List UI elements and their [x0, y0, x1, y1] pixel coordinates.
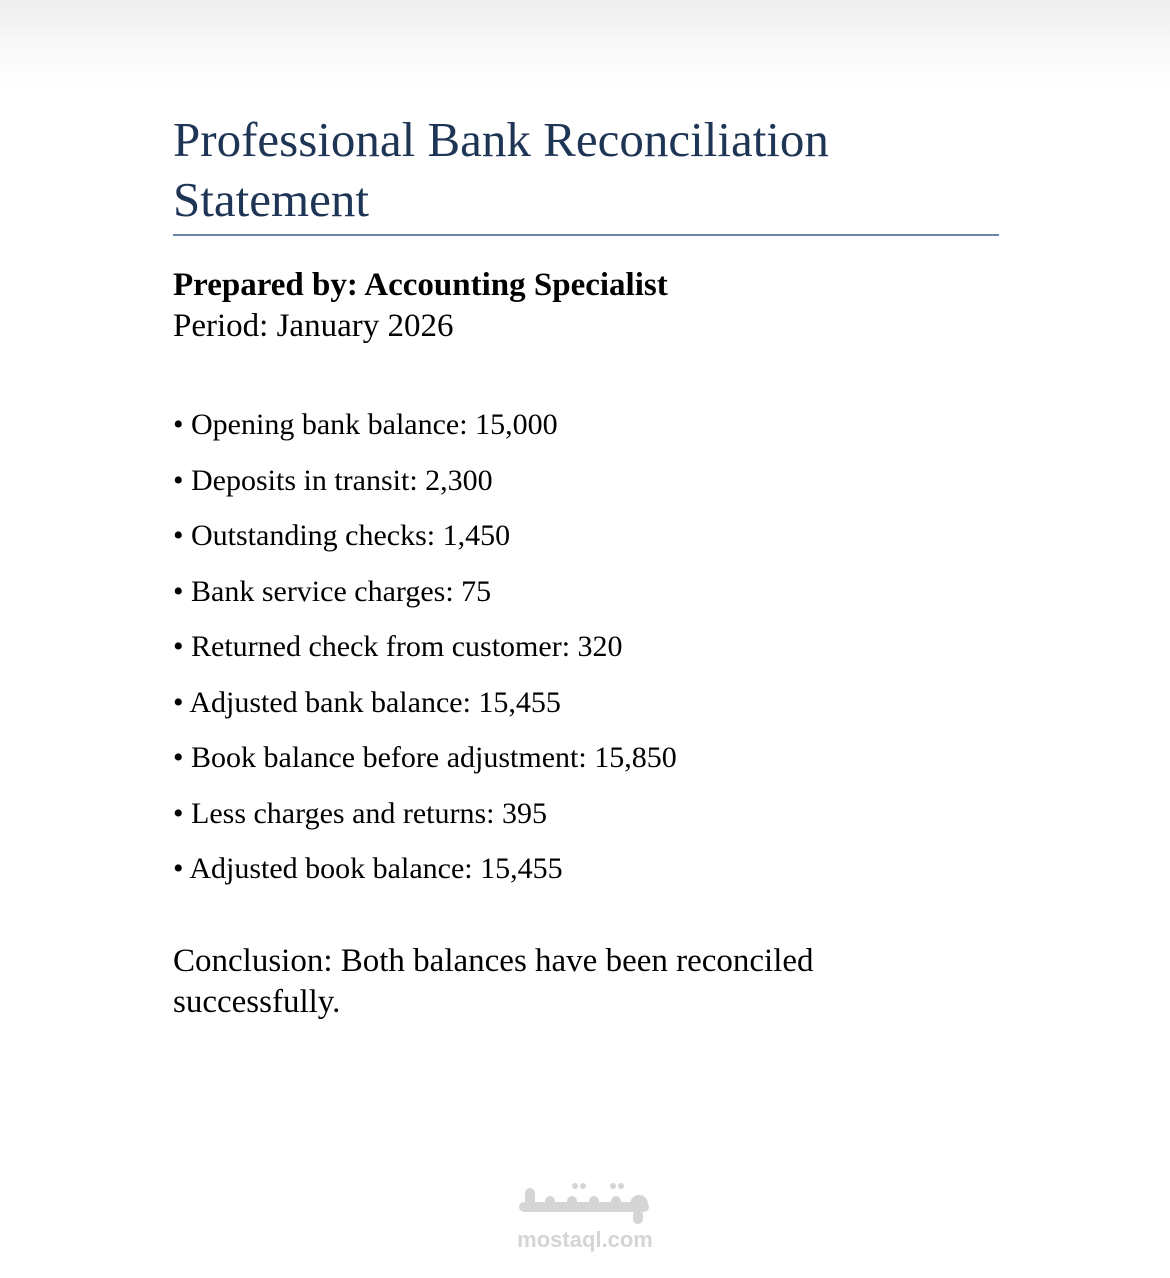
list-item: • Deposits in transit: 2,300 [173, 463, 493, 497]
list-item: • Returned check from customer: 320 [173, 630, 623, 663]
top-shadow [0, 0, 1170, 90]
list-item: • Book balance before adjustment: 15,850 [173, 741, 677, 774]
period: Period: January 2026 [173, 308, 454, 344]
reconciliation-list [173, 397, 999, 897]
list-item: • Less charges and returns: 395 [173, 796, 548, 830]
list-item: • Outstanding checks: 1,450 [173, 519, 511, 552]
mostaql-logo [515, 1180, 655, 1226]
watermark-domain: mostaql.com [517, 1227, 653, 1252]
document-title: Professional Bank Reconciliation Statement [173, 110, 999, 236]
watermark [485, 1180, 685, 1252]
list-item: • Opening bank balance: 15,000 [173, 408, 558, 441]
list-item: • Bank service charges: 75 [173, 574, 492, 608]
document-page [173, 110, 999, 1023]
list-item: • Adjusted bank balance: 15,455 [173, 685, 561, 719]
prepared-by: Prepared by: Accounting Specialist [173, 267, 668, 303]
conclusion: Conclusion: Both balances have been reconciled successfully. [173, 942, 814, 1020]
list-item: • Adjusted book balance: 15,455 [173, 852, 563, 885]
